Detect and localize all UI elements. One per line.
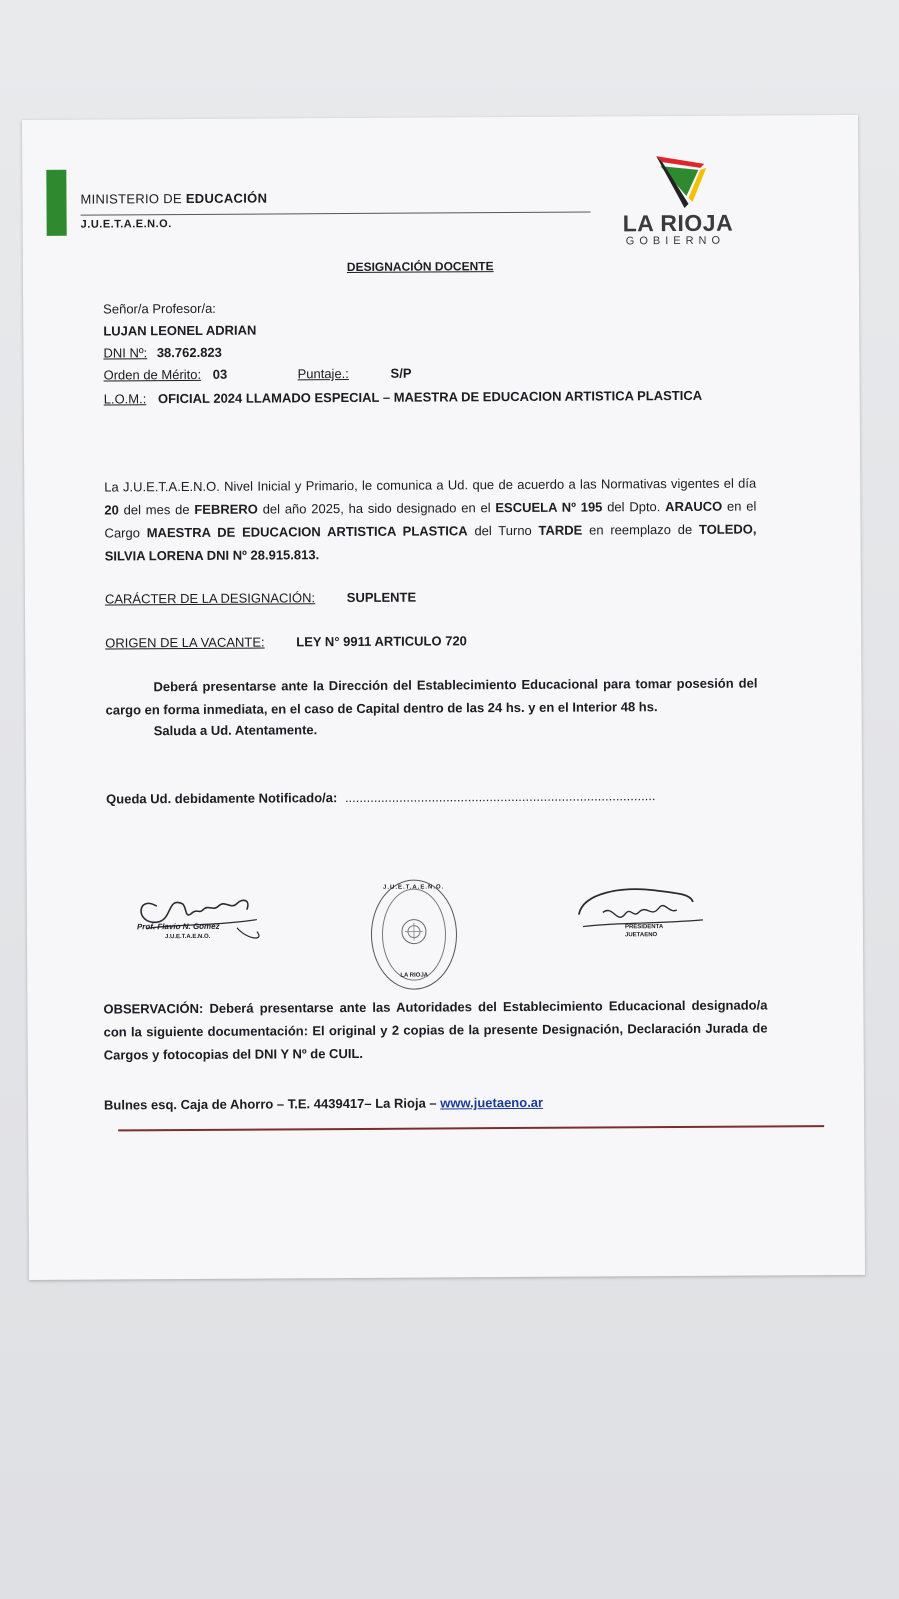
logo-subtitle: GOBIERNO (625, 234, 726, 248)
notified-dots: ...................................................................................... (344, 788, 656, 806)
dni-value: 38.762.823 (156, 344, 222, 361)
lom-row (104, 388, 702, 407)
merit-label: Orden de Mérito: (103, 366, 202, 383)
observation-text: Deberá presentarse ante las Autoridades del Establecimiento Educacional designado/a con la siguiente documentación: El original y 2 copias de la presente Designación, Declaración Jurada de Cargos y fotocopias del DNI Y Nº de CUIL. (103, 997, 768, 1063)
notified-label: Queda Ud. debidamente Notificado/a: (106, 790, 338, 807)
score-row (298, 366, 412, 382)
dni-label: DNI Nº: (103, 345, 148, 361)
dni-row (103, 345, 222, 361)
lom-label: L.O.M.: (103, 391, 147, 407)
merit-value: 03 (212, 366, 228, 382)
right-signature-org: JUETAENO (624, 932, 658, 939)
origin-label: ORIGEN DE LA VACANTE: (105, 634, 265, 651)
observation-paragraph (103, 993, 767, 1066)
left-signature-name: Prof. Flavio N. Gomez (136, 921, 220, 932)
official-seal (371, 879, 458, 990)
header-green-bar (46, 170, 66, 236)
origin-value: LEY N° 9911 ARTICULO 720 (296, 633, 467, 650)
ministry-heading: MINISTERIO DE EDUCACIÓN (80, 190, 268, 207)
salutation: Señor/a Profesor/a: (103, 300, 216, 317)
notified-row (106, 788, 655, 806)
seal-top-text: J.U.E.T.A.E.N.O. (383, 884, 445, 891)
la-rioja-logo-icon (652, 154, 712, 210)
score-value: S/P (390, 365, 412, 381)
logo-name: LA RIOJA (622, 209, 734, 237)
left-signature-org: J.U.E.T.A.E.N.O. (164, 933, 211, 941)
footer-address-row (104, 1095, 543, 1113)
seal-bottom-text: LA RIOJA (400, 972, 429, 979)
merit-row (104, 367, 228, 383)
left-signature (127, 884, 267, 965)
origin-row (105, 633, 467, 650)
footer-address: Bulnes esq. Caja de Ahorro – T.E. 4439417– La Rioja – (103, 1095, 437, 1113)
document-title: DESIGNACIÓN DOCENTE (346, 259, 494, 275)
footer-website-link[interactable]: www.juetaeno.ar (440, 1094, 544, 1111)
document-page (22, 115, 865, 1280)
right-signature-title: PRESIDENTA (624, 924, 664, 931)
closing-text: Saluda a Ud. Atentamente. (153, 722, 318, 739)
lom-value: OFICIAL 2024 LLAMADO ESPECIAL – MAESTRA DE EDUCACION ARTISTICA PLASTICA (157, 387, 703, 407)
character-row (105, 590, 416, 607)
character-value: SUPLENTE (346, 589, 417, 606)
organization-name: J.U.E.T.A.E.N.O. (80, 218, 172, 231)
instruction-paragraph: Deberá presentarse ante la Dirección del Establecimiento Educacional para tomar posesión del cargo en forma inmediata, en el caso de Capital dentro de las 24 hs. y en el Interior 48 hs. (105, 675, 758, 718)
score-label: Puntaje.: (297, 366, 349, 382)
observation-label: OBSERVACIÓN: (103, 1000, 204, 1017)
header-divider (81, 212, 591, 216)
main-paragraph: La J.U.E.T.A.E.N.O. Nivel Inicial y Primario, le comunica a Ud. que de acuerdo a las Normativas vigentes el día 20 del mes de FEBRERO del año 2025, ha sido designado en el ESCUELA Nº 195 del Dpto. ARAUCO en el Cargo MAESTRA DE EDUCACION ARTISTICA PLASTICA del Turno TARDE en reemplazo de TOLEDO, SILVIA LORENA DNI Nº 28.915.813. (104, 475, 757, 564)
teacher-name: LUJAN LEONEL ADRIAN (103, 322, 257, 339)
character-label: CARÁCTER DE LA DESIGNACIÓN: (104, 590, 316, 607)
right-signature (573, 884, 714, 975)
seal-emblem-icon (399, 917, 429, 947)
footer-divider (118, 1125, 824, 1131)
